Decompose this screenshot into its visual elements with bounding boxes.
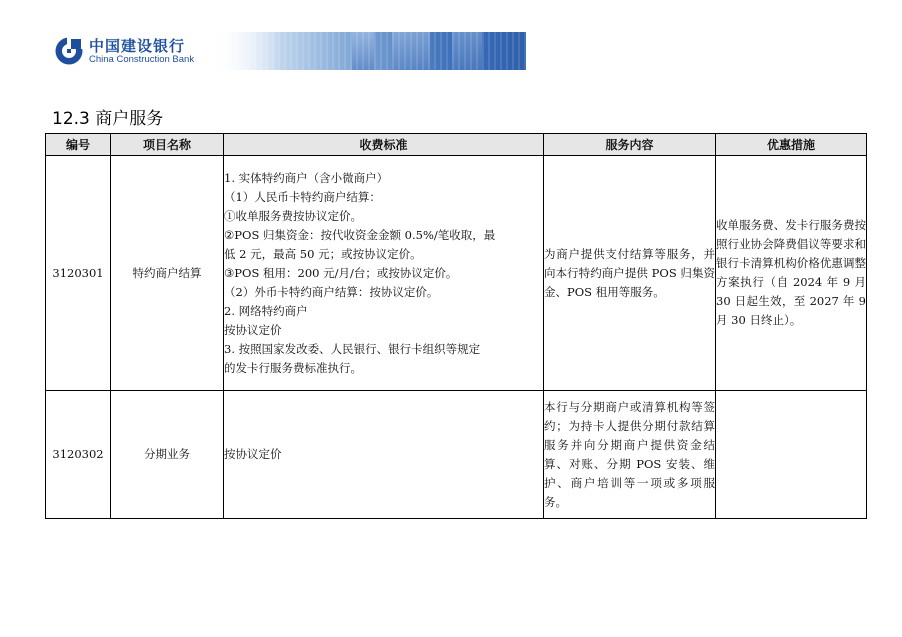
logo-area: [52, 32, 216, 70]
fee-line: ②POS 归集资金：按代收资金金额 0.5%/笔收取，最: [224, 227, 496, 242]
table-row: [46, 391, 867, 519]
fee-table: [45, 133, 867, 519]
cell-name: 特约商户结算: [111, 156, 224, 391]
cell-service: 本行与分期商户或清算机构等签约；为持卡人提供分期付款结算服务并向分期商户提供资金结算、对账、分期 POS 安装、维护、商户培训等一项或多项服务。: [544, 391, 716, 519]
cell-discount: [716, 391, 867, 519]
col-header-fee-standard: 收费标准: [224, 134, 544, 156]
fee-line: ①收单服务费按协议定价。: [224, 208, 362, 223]
fee-line: 3. 按照国家发改委、人民银行、银行卡组织等规定: [224, 341, 481, 356]
cell-service: 为商户提供支付结算等服务，并向本行特约商户提供 POS 归集资金、POS 租用等服务。: [544, 156, 716, 391]
cell-name: 分期业务: [111, 391, 224, 519]
cell-fee-standard: [224, 156, 544, 391]
cell-code: 3120301: [46, 156, 111, 391]
bank-name-en: China Construction Bank: [89, 54, 195, 65]
bank-name-cn: 中国建设银行: [89, 37, 186, 55]
fee-line: 1. 实体特约商户（含小微商户）: [224, 170, 389, 185]
header-banner: [52, 32, 526, 70]
table-header-row: [46, 134, 867, 156]
cell-code: 3120302: [46, 391, 111, 519]
col-header-service: 服务内容: [544, 134, 716, 156]
fee-line: （2）外币卡特约商户结算：按协议定价。: [224, 284, 439, 299]
col-header-name: 项目名称: [111, 134, 224, 156]
cell-discount: 收单服务费、发卡行服务费按照行业协会降费倡议等要求和银行卡清算机构价格优惠调整方案执行（自 2024 年 9 月 30 日起生效，至 2027 年 9 月 30 日终止）。: [716, 156, 867, 391]
fee-line: 低 2 元，最高 50 元；或按协议定价。: [224, 246, 422, 261]
cell-fee-standard: [224, 391, 544, 519]
fee-line: 的发卡行服务费标准执行。: [224, 360, 362, 375]
fee-line: ③POS 租用：200 元/月/台；或按协议定价。: [224, 265, 458, 280]
banner-fade: [212, 32, 282, 70]
ccb-logo-icon: [54, 36, 84, 66]
col-header-code: 编号: [46, 134, 111, 156]
col-header-discount: 优惠措施: [716, 134, 867, 156]
fee-line: 按协议定价: [224, 447, 282, 461]
fee-line: （1）人民币卡特约商户结算：: [224, 189, 381, 204]
section-title: 12.3 商户服务: [52, 109, 164, 129]
fee-line: 2. 网络特约商户: [224, 303, 308, 318]
table-row: [46, 156, 867, 391]
fee-line: 按协议定价: [224, 322, 282, 337]
